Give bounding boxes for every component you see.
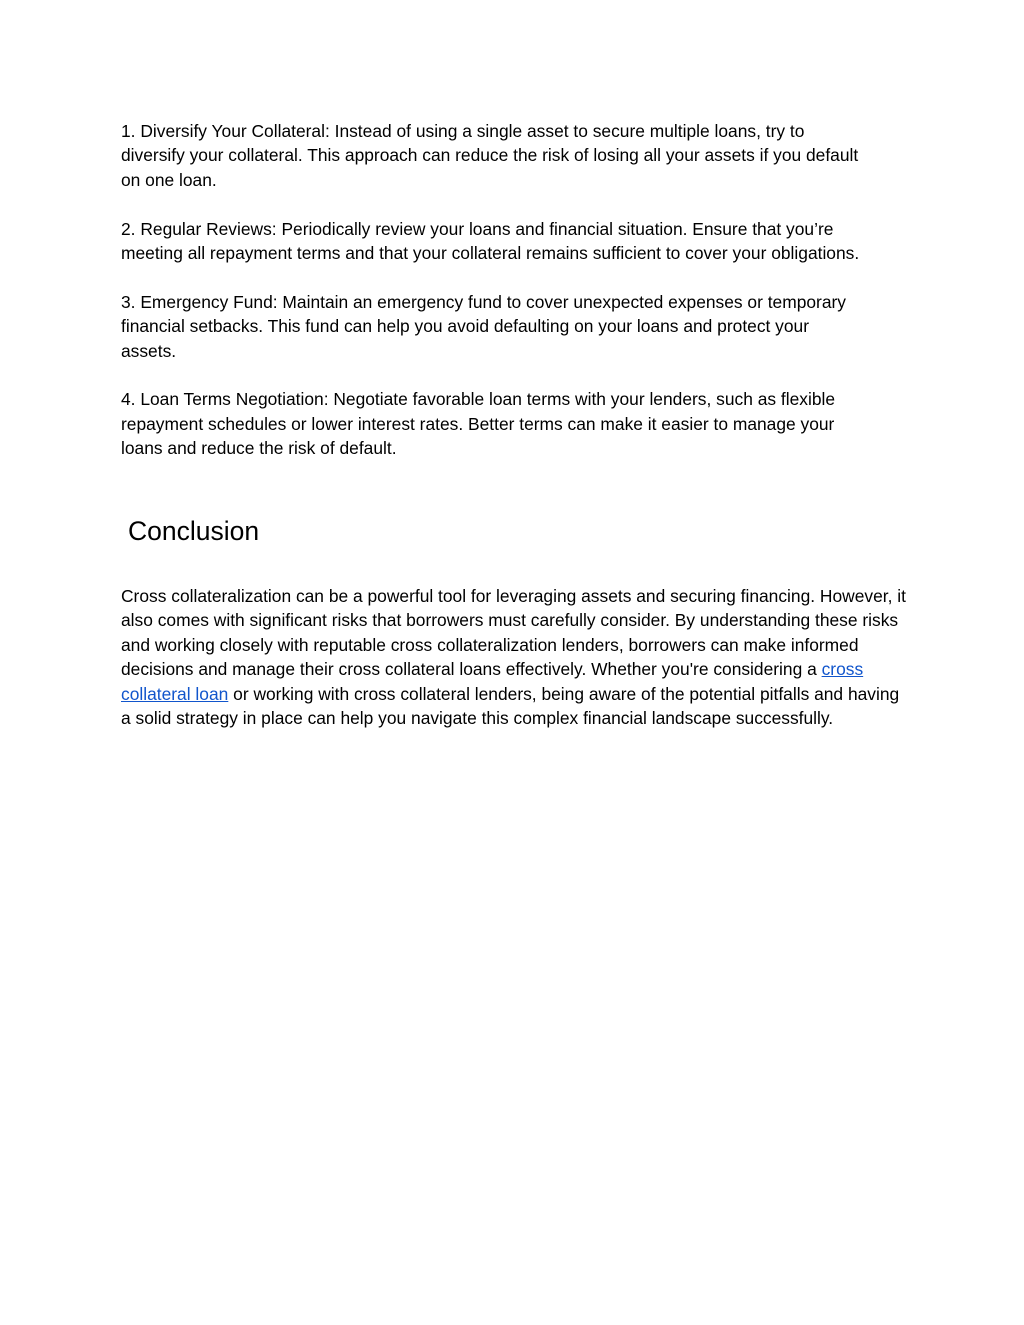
tips-section — [121, 119, 911, 461]
conclusion-heading: Conclusion — [128, 516, 260, 546]
tip-loan-terms-negotiation: 4. Loan Terms Negotiation: Negotiate favorable loan terms with your lenders, such as flexible repayment schedules or lower interest rates. Better terms can make it easier to manage your loans and reduce the risk of default. — [121, 389, 836, 459]
cross-collateral-loan-link[interactable]: cross collateral loan — [121, 659, 864, 704]
tip-regular-reviews: 2. Regular Reviews: Periodically review your loans and financial situation. Ensure that you’re meeting all repayment terms and that your collateral remains sufficient to cover your obligations. — [121, 218, 860, 264]
tip-emergency-fund: 3. Emergency Fund: Maintain an emergency fund to cover unexpected expenses or temporary financial setbacks. This fund can help you avoid defaulting on your loans and protect your assets. — [121, 291, 847, 361]
conclusion-text-before-link: Cross collateralization can be a powerful tool for leveraging assets and securing financing. However, it also comes with significant risks that borrowers must carefully consider. By understanding these risks and working closely with reputable cross collateralization lenders, borrowers can make informed decisions and manage their cross collateral loans effectively. Whether you're considering a — [121, 586, 906, 680]
conclusion-text-after-link: or working with cross collateral lenders, being aware of the potential pitfalls and having a solid strategy in place can help you navigate this complex financial landscape successfully. — [121, 683, 900, 729]
conclusion-paragraph — [121, 584, 911, 730]
tip-diversify-collateral: 1. Diversify Your Collateral: Instead of using a single asset to secure multiple loans, try to diversify your collateral. This approach can reduce the risk of losing all your assets if you default on one loan. — [121, 121, 859, 190]
